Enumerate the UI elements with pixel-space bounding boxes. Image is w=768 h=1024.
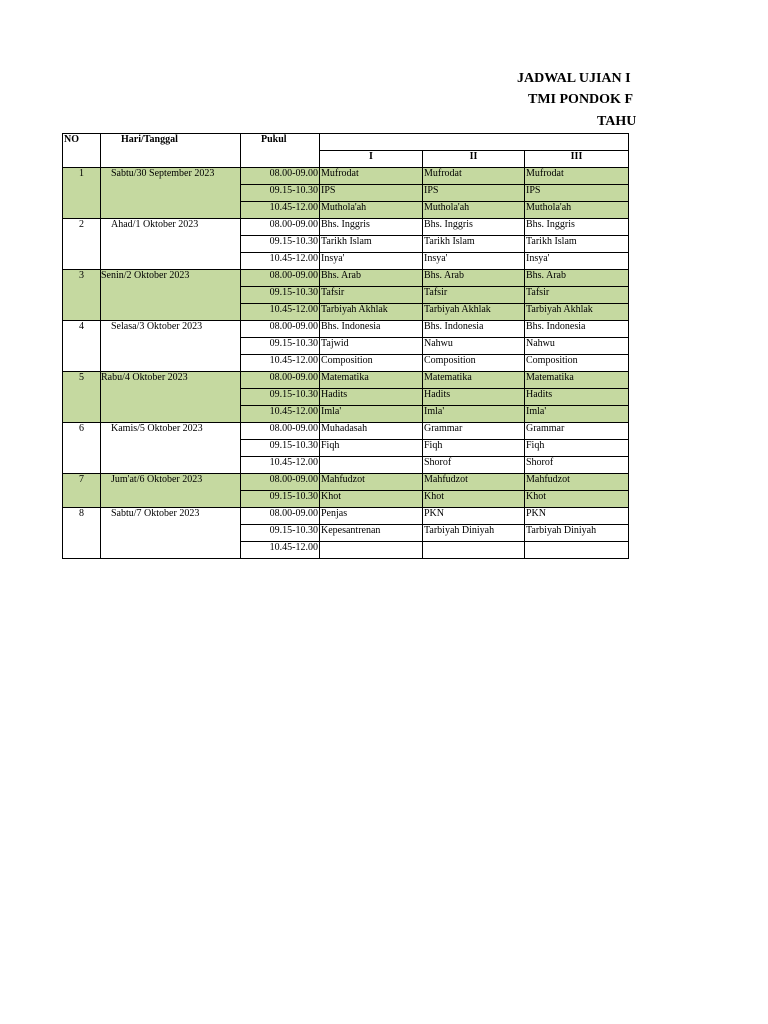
day-date: Sabtu/7 Oktober 2023 [101,508,241,559]
subject-class-3 [525,542,629,559]
subject-class-1: Bhs. Indonesia [320,321,423,338]
slot-time: 08.00-09.00 [241,423,320,440]
day-number: 8 [63,508,101,559]
subject-class-3: Mahfudzot [525,474,629,491]
subject-class-1: Insya' [320,253,423,270]
subject-class-2: Fiqh [423,440,525,457]
slot-time: 08.00-09.00 [241,168,320,185]
slot-time: 08.00-09.00 [241,321,320,338]
subject-class-2 [423,542,525,559]
subject-class-2: Bhs. Indonesia [423,321,525,338]
table-row [63,270,629,287]
subject-class-3: Muthola'ah [525,202,629,219]
subject-class-2: Tarikh Islam [423,236,525,253]
subject-class-3: Imla' [525,406,629,423]
table-row [63,219,629,236]
subject-class-3: Shorof [525,457,629,474]
day-date: Kamis/5 Oktober 2023 [101,423,241,474]
slot-time: 10.45-12.00 [241,406,320,423]
title-line-3: TAHU [597,114,637,129]
subject-class-2: Shorof [423,457,525,474]
subject-class-3: PKN [525,508,629,525]
subject-class-2: Khot [423,491,525,508]
table-row [63,508,629,525]
day-date: Ahad/1 Oktober 2023 [101,219,241,270]
subject-class-3: Tarikh Islam [525,236,629,253]
subject-class-2: Muthola'ah [423,202,525,219]
subject-class-2: Hadits [423,389,525,406]
slot-time: 08.00-09.00 [241,372,320,389]
subject-class-1: Bhs. Arab [320,270,423,287]
table-row [63,474,629,491]
subject-class-1: Tarikh Islam [320,236,423,253]
slot-time: 09.15-10.30 [241,287,320,304]
slot-time: 08.00-09.00 [241,474,320,491]
subject-class-3: Khot [525,491,629,508]
subject-class-2: PKN [423,508,525,525]
subject-class-2: Matematika [423,372,525,389]
day-date: Rabu/4 Oktober 2023 [101,372,241,423]
subject-class-3: Hadits [525,389,629,406]
subject-class-3: Bhs. Arab [525,270,629,287]
slot-time: 10.45-12.00 [241,253,320,270]
slot-time: 09.15-10.30 [241,440,320,457]
subject-class-3: Bhs. Indonesia [525,321,629,338]
slot-time: 09.15-10.30 [241,236,320,253]
subject-class-1: Bhs. Inggris [320,219,423,236]
day-number: 3 [63,270,101,321]
subject-class-3: Grammar [525,423,629,440]
subject-class-2: Tarbiyah Akhlak [423,304,525,321]
subject-class-2: Mahfudzot [423,474,525,491]
subject-class-1 [320,542,423,559]
subject-class-2: Bhs. Inggris [423,219,525,236]
day-date: Jum'at/6 Oktober 2023 [101,474,241,508]
subject-class-1: Imla' [320,406,423,423]
subject-class-3: Fiqh [525,440,629,457]
day-number: 1 [63,168,101,219]
subject-class-1: Khot [320,491,423,508]
subject-class-1: Penjas [320,508,423,525]
subject-class-1: Kepesantrenan [320,525,423,542]
subject-class-1: Muhadasah [320,423,423,440]
subject-class-3: Nahwu [525,338,629,355]
subject-class-3: Insya' [525,253,629,270]
slot-time: 10.45-12.00 [241,542,320,559]
header-class-3: III [525,151,629,168]
slot-time: 10.45-12.00 [241,202,320,219]
subject-class-2: IPS [423,185,525,202]
header-day: Hari/Tanggal [101,134,241,168]
table-row [63,423,629,440]
header-row-1 [63,134,629,151]
header-class-2: II [423,151,525,168]
title-line-1: JADWAL UJIAN I [517,71,631,86]
subject-class-3: Tarbiyah Diniyah [525,525,629,542]
subject-class-2: Imla' [423,406,525,423]
slot-time: 09.15-10.30 [241,185,320,202]
header-no: NO [63,134,101,168]
subject-class-1 [320,457,423,474]
day-number: 6 [63,423,101,474]
slot-time: 10.45-12.00 [241,304,320,321]
table-row [63,321,629,338]
slot-time: 08.00-09.00 [241,508,320,525]
subject-class-2: Bhs. Arab [423,270,525,287]
subject-class-1: Muthola'ah [320,202,423,219]
slot-time: 10.45-12.00 [241,457,320,474]
subject-class-3: Tarbiyah Akhlak [525,304,629,321]
subject-class-1: Tarbiyah Akhlak [320,304,423,321]
day-number: 2 [63,219,101,270]
slot-time: 08.00-09.00 [241,219,320,236]
subject-class-1: Mahfudzot [320,474,423,491]
subject-class-1: IPS [320,185,423,202]
day-number: 4 [63,321,101,372]
subject-class-3: Composition [525,355,629,372]
subject-class-1: Fiqh [320,440,423,457]
subject-class-2: Tafsir [423,287,525,304]
day-date: Senin/2 Oktober 2023 [101,270,241,321]
subject-class-3: Mufrodat [525,168,629,185]
day-date: Sabtu/30 September 2023 [101,168,241,219]
subject-class-2: Insya' [423,253,525,270]
subject-class-1: Tajwid [320,338,423,355]
table-row [63,168,629,185]
subject-class-2: Mufrodat [423,168,525,185]
exam-schedule-table [62,133,629,559]
subject-class-1: Hadits [320,389,423,406]
slot-time: 09.15-10.30 [241,338,320,355]
subject-class-2: Nahwu [423,338,525,355]
table-row [63,372,629,389]
subject-class-1: Tafsir [320,287,423,304]
subject-class-1: Matematika [320,372,423,389]
header-time: Pukul [241,134,320,168]
subject-class-3: IPS [525,185,629,202]
slot-time: 09.15-10.30 [241,491,320,508]
header-class-1: I [320,151,423,168]
header-class-group [320,134,629,151]
day-number: 7 [63,474,101,508]
day-date: Selasa/3 Oktober 2023 [101,321,241,372]
subject-class-2: Composition [423,355,525,372]
subject-class-2: Grammar [423,423,525,440]
subject-class-1: Composition [320,355,423,372]
subject-class-3: Bhs. Inggris [525,219,629,236]
slot-time: 09.15-10.30 [241,389,320,406]
slot-time: 09.15-10.30 [241,525,320,542]
day-number: 5 [63,372,101,423]
subject-class-3: Matematika [525,372,629,389]
slot-time: 10.45-12.00 [241,355,320,372]
title-line-2: TMI PONDOK F [528,92,633,107]
subject-class-3: Tafsir [525,287,629,304]
subject-class-2: Tarbiyah Diniyah [423,525,525,542]
slot-time: 08.00-09.00 [241,270,320,287]
subject-class-1: Mufrodat [320,168,423,185]
